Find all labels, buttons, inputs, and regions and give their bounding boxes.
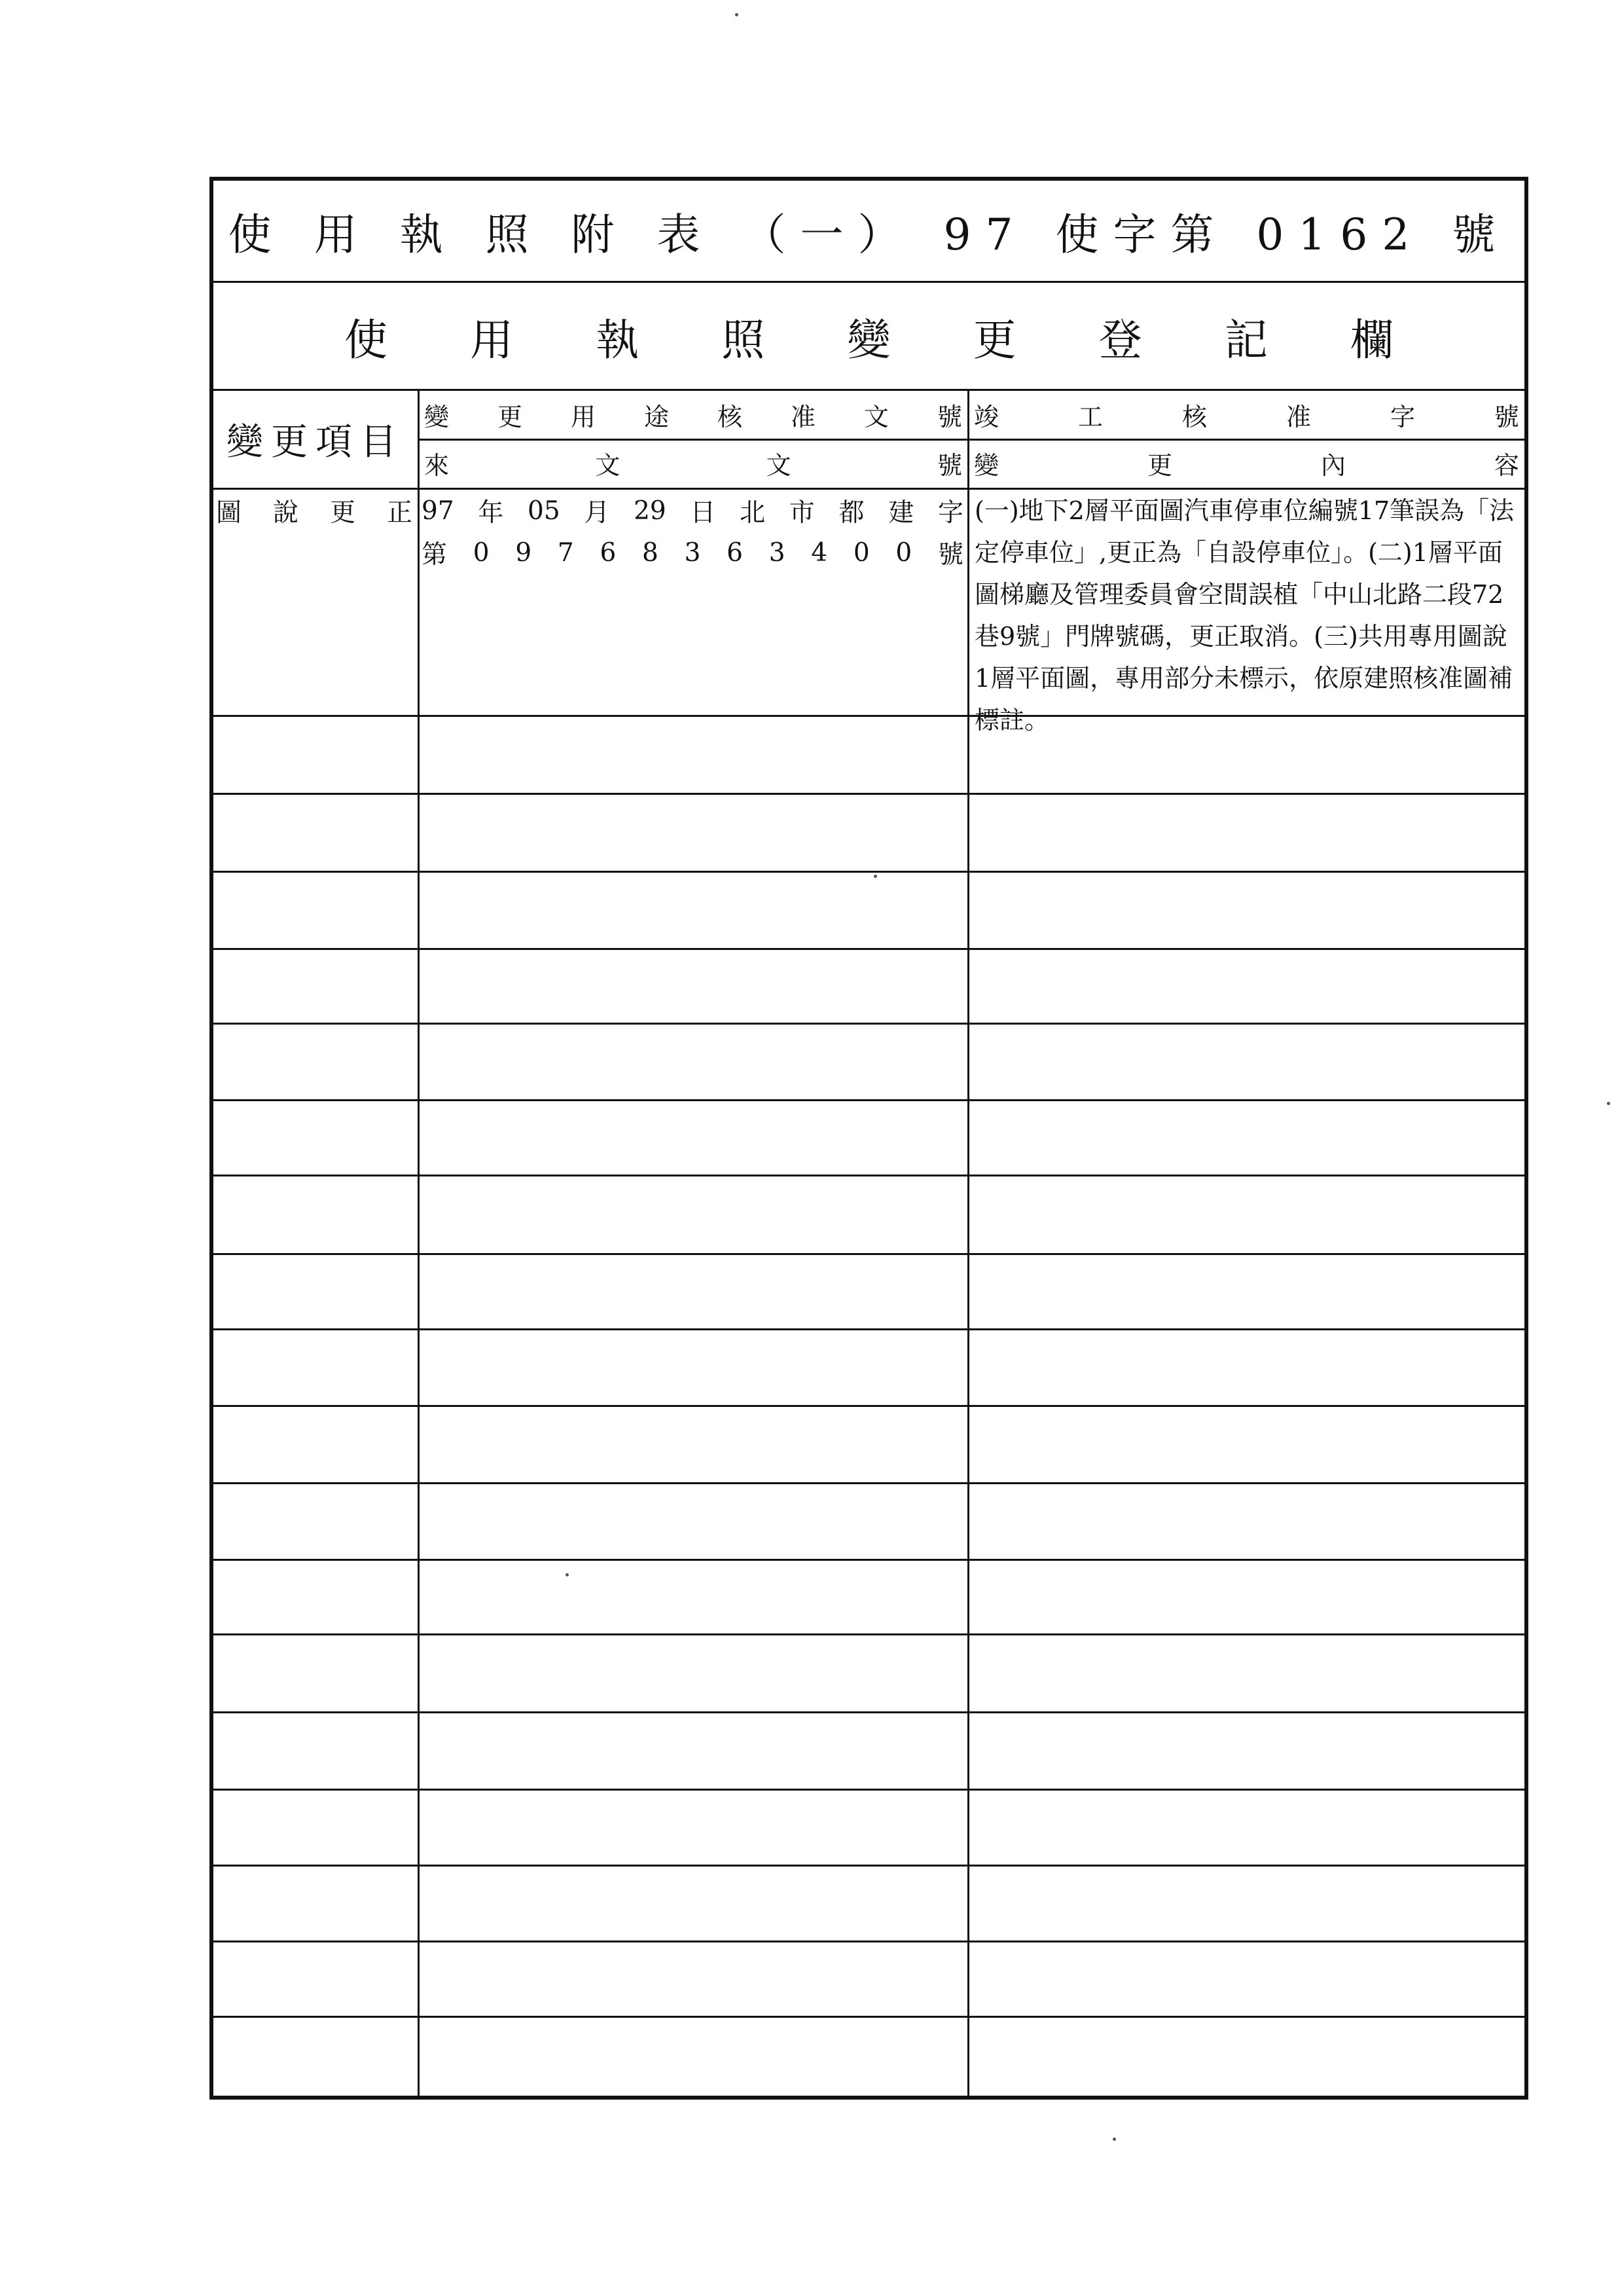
entry-char: 0 [853,538,870,568]
header-char: 途 [643,403,669,431]
entry-char: 市 [789,498,815,528]
header-char: 來 [424,451,450,480]
entry-char: 7 [557,538,574,568]
entry-char: 6 [727,538,743,568]
header-char: 准 [1285,403,1311,431]
header-split-rule [418,439,1524,441]
subtitle-char: 用 [470,314,514,365]
entry-char: 6 [600,538,617,568]
row-rule [213,1328,1524,1330]
entry-char: 北 [740,498,766,528]
entry-char: 05 [528,496,560,526]
entry-char: 年 [478,498,504,528]
scan-speck [1607,1102,1610,1105]
entry-char: 3 [684,538,701,568]
row-rule [213,793,1524,795]
entry-char: 9 [515,538,532,568]
entry-char: 3 [768,538,785,568]
completion-approval-header [967,391,1524,439]
header-char: 更 [497,403,522,431]
header-char: 字 [1390,403,1415,431]
entry-char: 月 [584,498,610,528]
row-rule [213,1711,1524,1713]
change-item-header: 變更項目 [226,421,404,464]
entry-change-content: (一)地下2層平面圖汽車停車位編號17筆誤為「法定停車位」,更正為「自設停車位」。(二)1層平面圖梯廳及管理委員會空間誤植「中山北路二段72巷9號」門牌號碼，更正取消。(三)共用專用圖說1層平面圖，專用部分未標示，依原建照核准圖補標註。 [975,496,1515,735]
header-char: 更 [1147,451,1172,480]
row-rule [213,1633,1524,1635]
entry-char: 都 [838,498,865,528]
header-char: 文 [595,451,620,480]
header-char: 號 [937,403,962,431]
subtitle-char: 使 [344,314,387,365]
entry-char: 更 [329,498,355,528]
entry-item [216,490,412,532]
header-char: 竣 [974,403,999,431]
row-rule [213,715,1524,717]
entry-char: 第 [422,540,448,570]
entry-char: 97 [422,496,454,526]
subtitle-char: 更 [973,314,1016,365]
scan-speck [874,875,877,878]
entry-char: 日 [690,498,716,528]
row-rule [213,1023,1524,1025]
row-rule [213,1175,1524,1176]
subtitle-char: 執 [596,314,639,365]
column-rule [418,391,420,2096]
row-rule [213,871,1524,873]
header-char: 容 [1494,451,1519,480]
entry-char: 4 [811,538,828,568]
header-char: 變 [424,403,450,431]
row-rule [213,1482,1524,1484]
entry-char: 29 [634,496,666,526]
header-bottom-rule [213,488,1524,490]
entry-doc-line-1 [422,490,963,532]
row-rule [213,1865,1524,1867]
entry-char: 建 [888,498,914,528]
header-char: 准 [790,403,816,431]
entry-char: 0 [895,538,912,568]
header-char: 號 [1494,403,1519,431]
row-rule [213,2016,1524,2018]
row-rule [213,1405,1524,1407]
entry-char: 0 [473,538,490,568]
row-rule [213,1789,1524,1791]
header-char: 內 [1320,451,1346,480]
license-table-frame [209,177,1528,2100]
row-rule [213,1099,1524,1101]
header-char: 核 [717,403,742,431]
header-char: 文 [863,403,889,431]
subtitle-char: 登 [1098,314,1142,365]
header-char: 工 [1077,403,1103,431]
entry-item-line [216,490,412,532]
entry-char: 8 [642,538,658,568]
row-rule [213,1559,1524,1561]
entry-doc-line-2 [422,532,963,574]
entry-char: 圖 [216,498,242,528]
subtitle-char: 欄 [1350,314,1393,365]
row-rule [213,948,1524,950]
subtitle-char: 記 [1224,314,1268,365]
column-rule [967,391,969,2096]
section-subtitle [213,283,1524,391]
approval-doc-header [418,391,967,439]
row-rule [213,1253,1524,1255]
entry-char: 號 [937,540,963,570]
row-rule [213,1941,1524,1942]
entry-char: 正 [386,498,412,528]
scan-speck [1113,2138,1116,2141]
entry-document-number [422,490,963,574]
incoming-doc-header [418,439,967,488]
subtitle-char: 照 [721,314,765,365]
scan-speck [735,13,738,16]
subtitle-char: 變 [847,314,891,365]
entry-char: 字 [937,498,963,528]
header-char: 號 [937,451,962,480]
header-char: 文 [766,451,791,480]
header-char: 核 [1181,403,1207,431]
header-char: 用 [570,403,596,431]
entry-char: 說 [272,498,298,528]
change-content-header [967,439,1524,488]
scan-speck [566,1573,569,1576]
page-title: 使 用 執 照 附 表 （一） 97 使字第 0162 號 [213,181,1524,283]
header-char: 變 [974,451,999,480]
